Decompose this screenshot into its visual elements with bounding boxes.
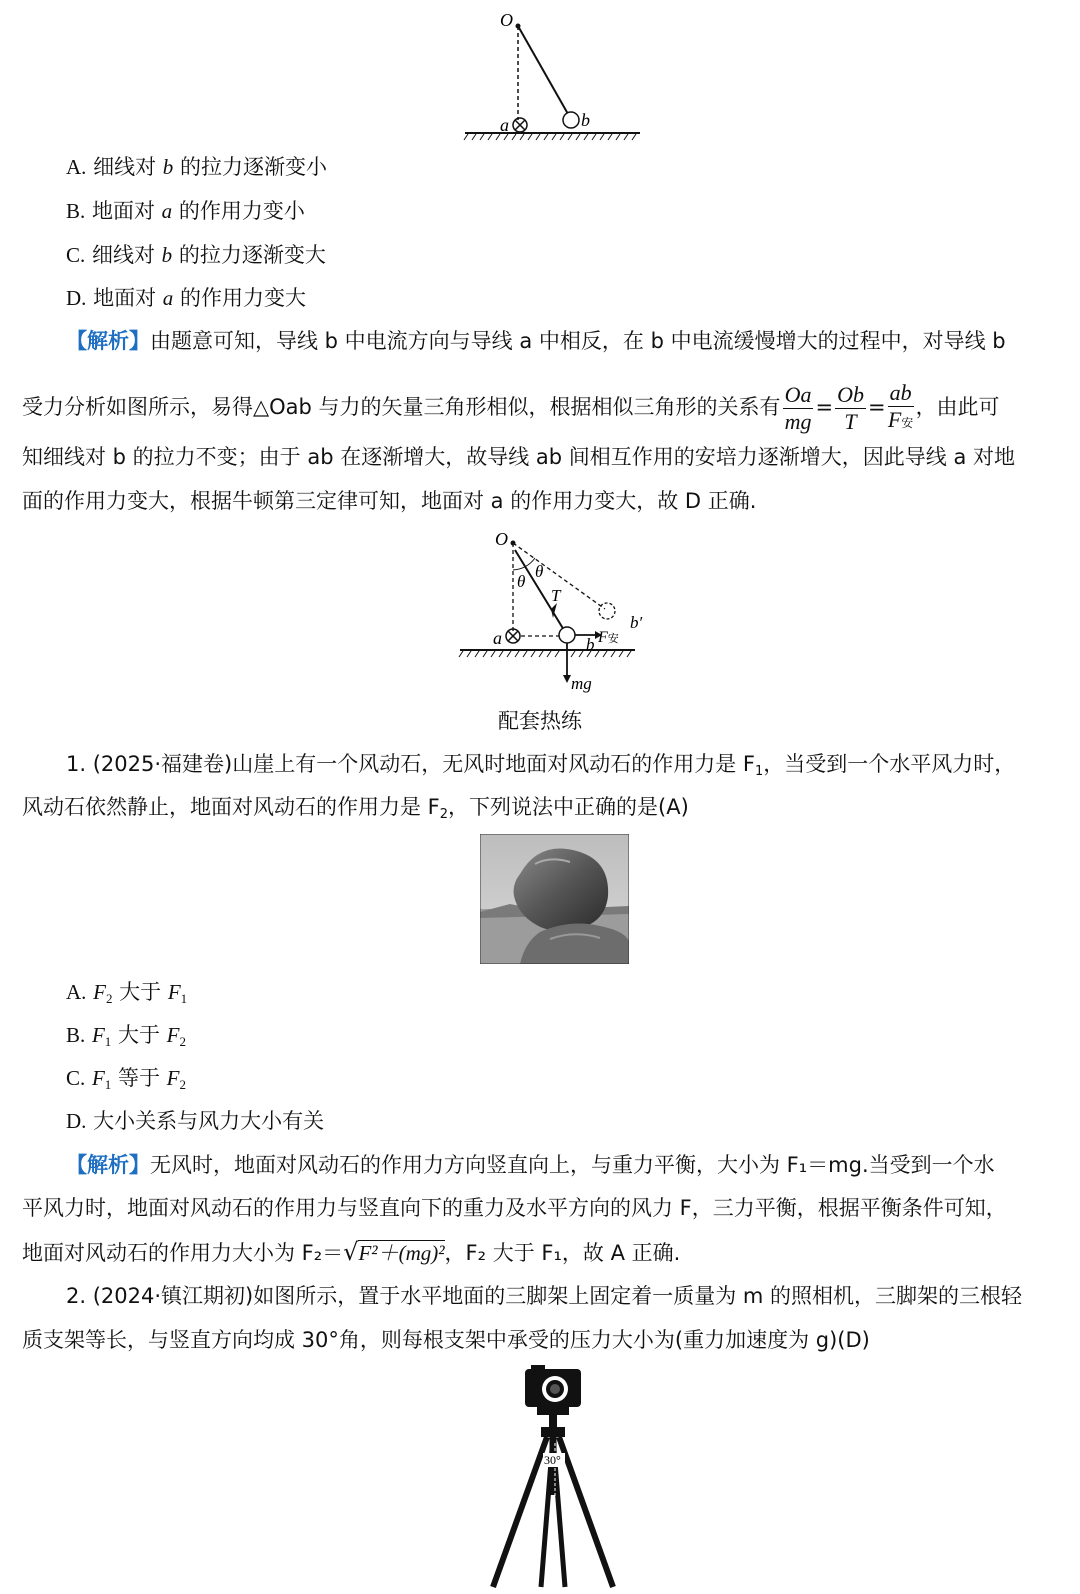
camera-tripod-figure: [485, 1365, 620, 1590]
analysis-line-2: 受力分析如图所示，易得△Oab 与力的矢量三角形相似，根据相似三角形的关系有 $\frac{Oa}{mg}$ = $\frac{Ob}{T}$ = $\frac{ab}{\text{F安}}$ ，由此可: [22, 380, 1050, 436]
q1-line-2: 风动石依然静止，地面对风动石的作用力是 $F_2$，下列说法中正确的是(A): [22, 795, 689, 822]
q1-option-d: D. 大小关系与风力大小有关: [66, 1109, 325, 1133]
q1-line-1: 1. (2025·福建卷)山崖上有一个风动石，无风时地面对风动石的作用力是 $F_1$，当受到一个水平风力时，: [66, 752, 1016, 779]
svg-text:F安: F安: [598, 629, 619, 646]
svg-text:30°: 30°: [544, 1453, 561, 1467]
fraction-ab-f: $\frac{ab}{\text{F安}}$: [887, 380, 914, 432]
option-d: D. 地面对 a 的作用力变大: [66, 286, 306, 310]
option-b: B. 地面对 a 的作用力变小: [66, 199, 305, 223]
svg-text:θ: θ: [517, 572, 526, 591]
svg-text:θ: θ: [535, 562, 544, 581]
svg-text:mg: mg: [571, 674, 592, 693]
svg-text:a: a: [493, 628, 502, 648]
analysis2-line-2: 平风力时，地面对风动石的作用力与竖直向下的重力及水平方向的风力 F，三力平衡，根据平衡条件可知，: [22, 1196, 1007, 1220]
label-O: O: [500, 10, 513, 30]
analysis2-line-3: 地面对风动石的作用力大小为 F₂＝√F²＋(mg)²，F₂ 大于 F₁，故 A 正确.: [22, 1238, 681, 1266]
option-c: C. 细线对 b 的拉力逐渐变大: [66, 243, 326, 267]
q2-line-2: 质支架等长，与竖直方向均成 30°角，则每根支架中承受的压力大小为(重力加速度为 g)(D): [22, 1328, 870, 1352]
fraction-oa-mg: $\frac{Oa}{mg}$: [784, 381, 812, 434]
pendulum-figure: [460, 8, 650, 143]
q1-option-b: B. $F_1$ 大于 $F_2$: [66, 1023, 186, 1049]
force-diagram: [455, 525, 665, 695]
label-b: b: [581, 110, 590, 130]
svg-text:b: b: [586, 635, 595, 654]
label-a: a: [500, 115, 509, 135]
option-a: A. 细线对 b 的拉力逐渐变小: [66, 155, 327, 179]
svg-text:b′: b′: [630, 613, 643, 632]
fraction-ob-t: $\frac{Ob}{T}$: [837, 381, 864, 434]
section-title: 配套热练: [498, 709, 582, 733]
analysis-line-3: 知细线对 b 的拉力不变；由于 ab 在逐渐增大，故导线 ab 间相互作用的安培力逐渐增大，因此导线 a 对地: [22, 445, 1015, 469]
analysis-line-1: 【解析】由题意可知，导线 b 中电流方向与导线 a 中相反，在 b 中电流缓慢增大的过程中，对导线 b: [66, 329, 1006, 353]
q2-line-1: 2. (2024·镇江期初)如图所示，置于水平地面的三脚架上固定着一质量为 m 的照相机，三脚架的三根轻: [66, 1284, 1023, 1308]
q1-option-a: A. $F_2$ 大于 $F_1$: [66, 980, 188, 1006]
wind-rock-photo: [480, 834, 629, 964]
q1-option-c: C. $F_1$ 等于 $F_2$: [66, 1066, 186, 1092]
analysis-line-4: 面的作用力变大，根据牛顿第三定律可知，地面对 a 的作用力变大，故 D 正确.: [22, 489, 757, 513]
analysis2-line-1: 【解析】无风时，地面对风动石的作用力方向竖直向上，与重力平衡，大小为 F₁＝mg.当受到一个水: [66, 1153, 995, 1177]
svg-text:T: T: [551, 586, 561, 605]
svg-text:O: O: [495, 529, 508, 549]
